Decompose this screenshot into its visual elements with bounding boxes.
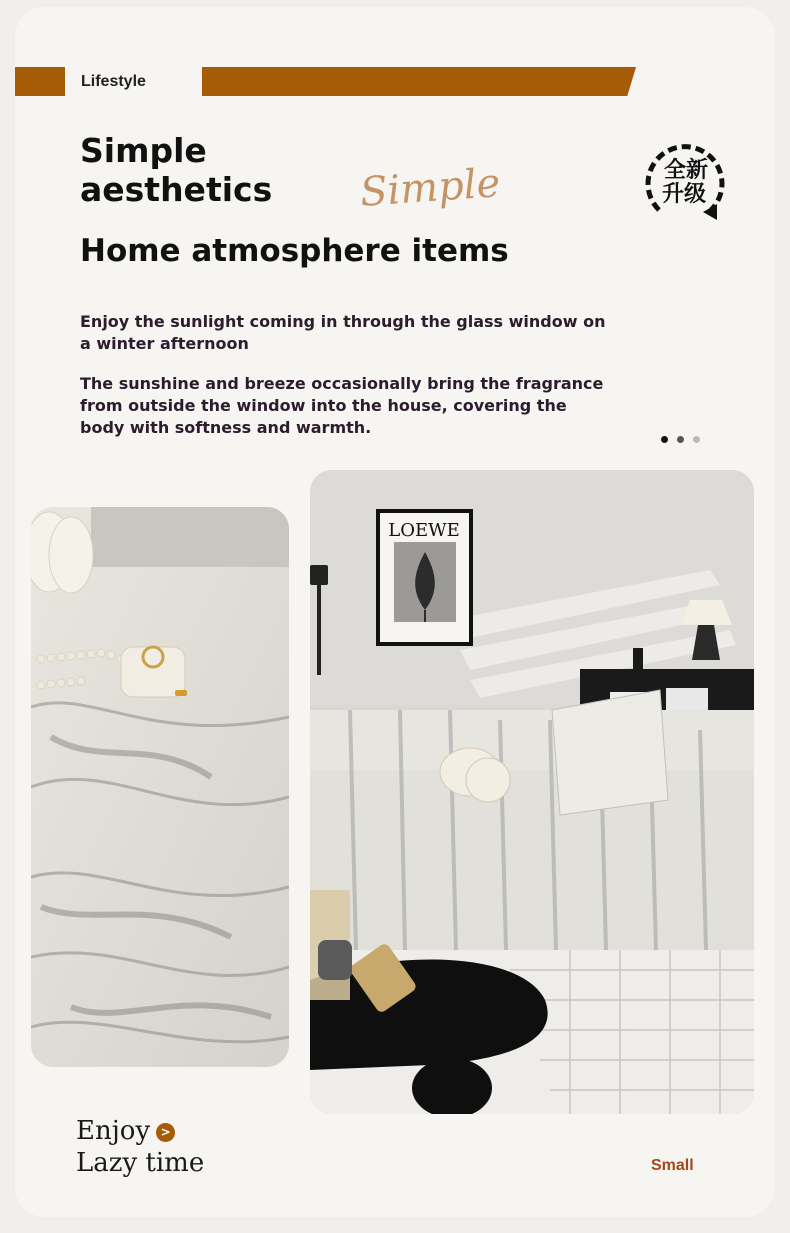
carousel-dots — [661, 436, 700, 443]
size-label: Small — [651, 1157, 694, 1174]
paragraph-sunlight: Enjoy the sunlight coming in through the glass window on a winter afternoon — [80, 312, 606, 353]
headline — [80, 131, 272, 209]
arrow-right-icon[interactable]: > — [156, 1123, 175, 1142]
headline-line2: aesthetics — [80, 170, 273, 209]
subheading: Home atmosphere items — [80, 233, 509, 269]
carousel-dot-1[interactable] — [661, 436, 668, 443]
headline-line1: Simple — [80, 131, 207, 170]
accent-band-left — [15, 67, 65, 96]
carousel-dot-3[interactable] — [693, 436, 700, 443]
enjoy-line1: Enjoy — [76, 1116, 151, 1146]
poster-brand-text: LOEWE — [388, 520, 460, 541]
paragraph-breeze: The sunshine and breeze occasionally bring the fragrance from outside the window into the house, covering the body with softness and warmth. — [80, 374, 604, 437]
enjoy-line2: Lazy time — [76, 1148, 205, 1178]
living-room-photo — [310, 470, 754, 1114]
upgrade-badge-icon — [637, 134, 732, 229]
product-card — [15, 7, 775, 1217]
fabric-closeup-photo — [31, 507, 289, 1067]
carousel-dot-2[interactable] — [677, 436, 684, 443]
script-word: Simple — [358, 160, 502, 216]
badge-line2: 升级 — [661, 182, 707, 207]
enjoy-lazy-time — [76, 1115, 204, 1179]
accent-band-right — [202, 67, 636, 96]
section-label: Lifestyle — [81, 73, 146, 90]
badge-line1: 全新 — [663, 158, 709, 183]
